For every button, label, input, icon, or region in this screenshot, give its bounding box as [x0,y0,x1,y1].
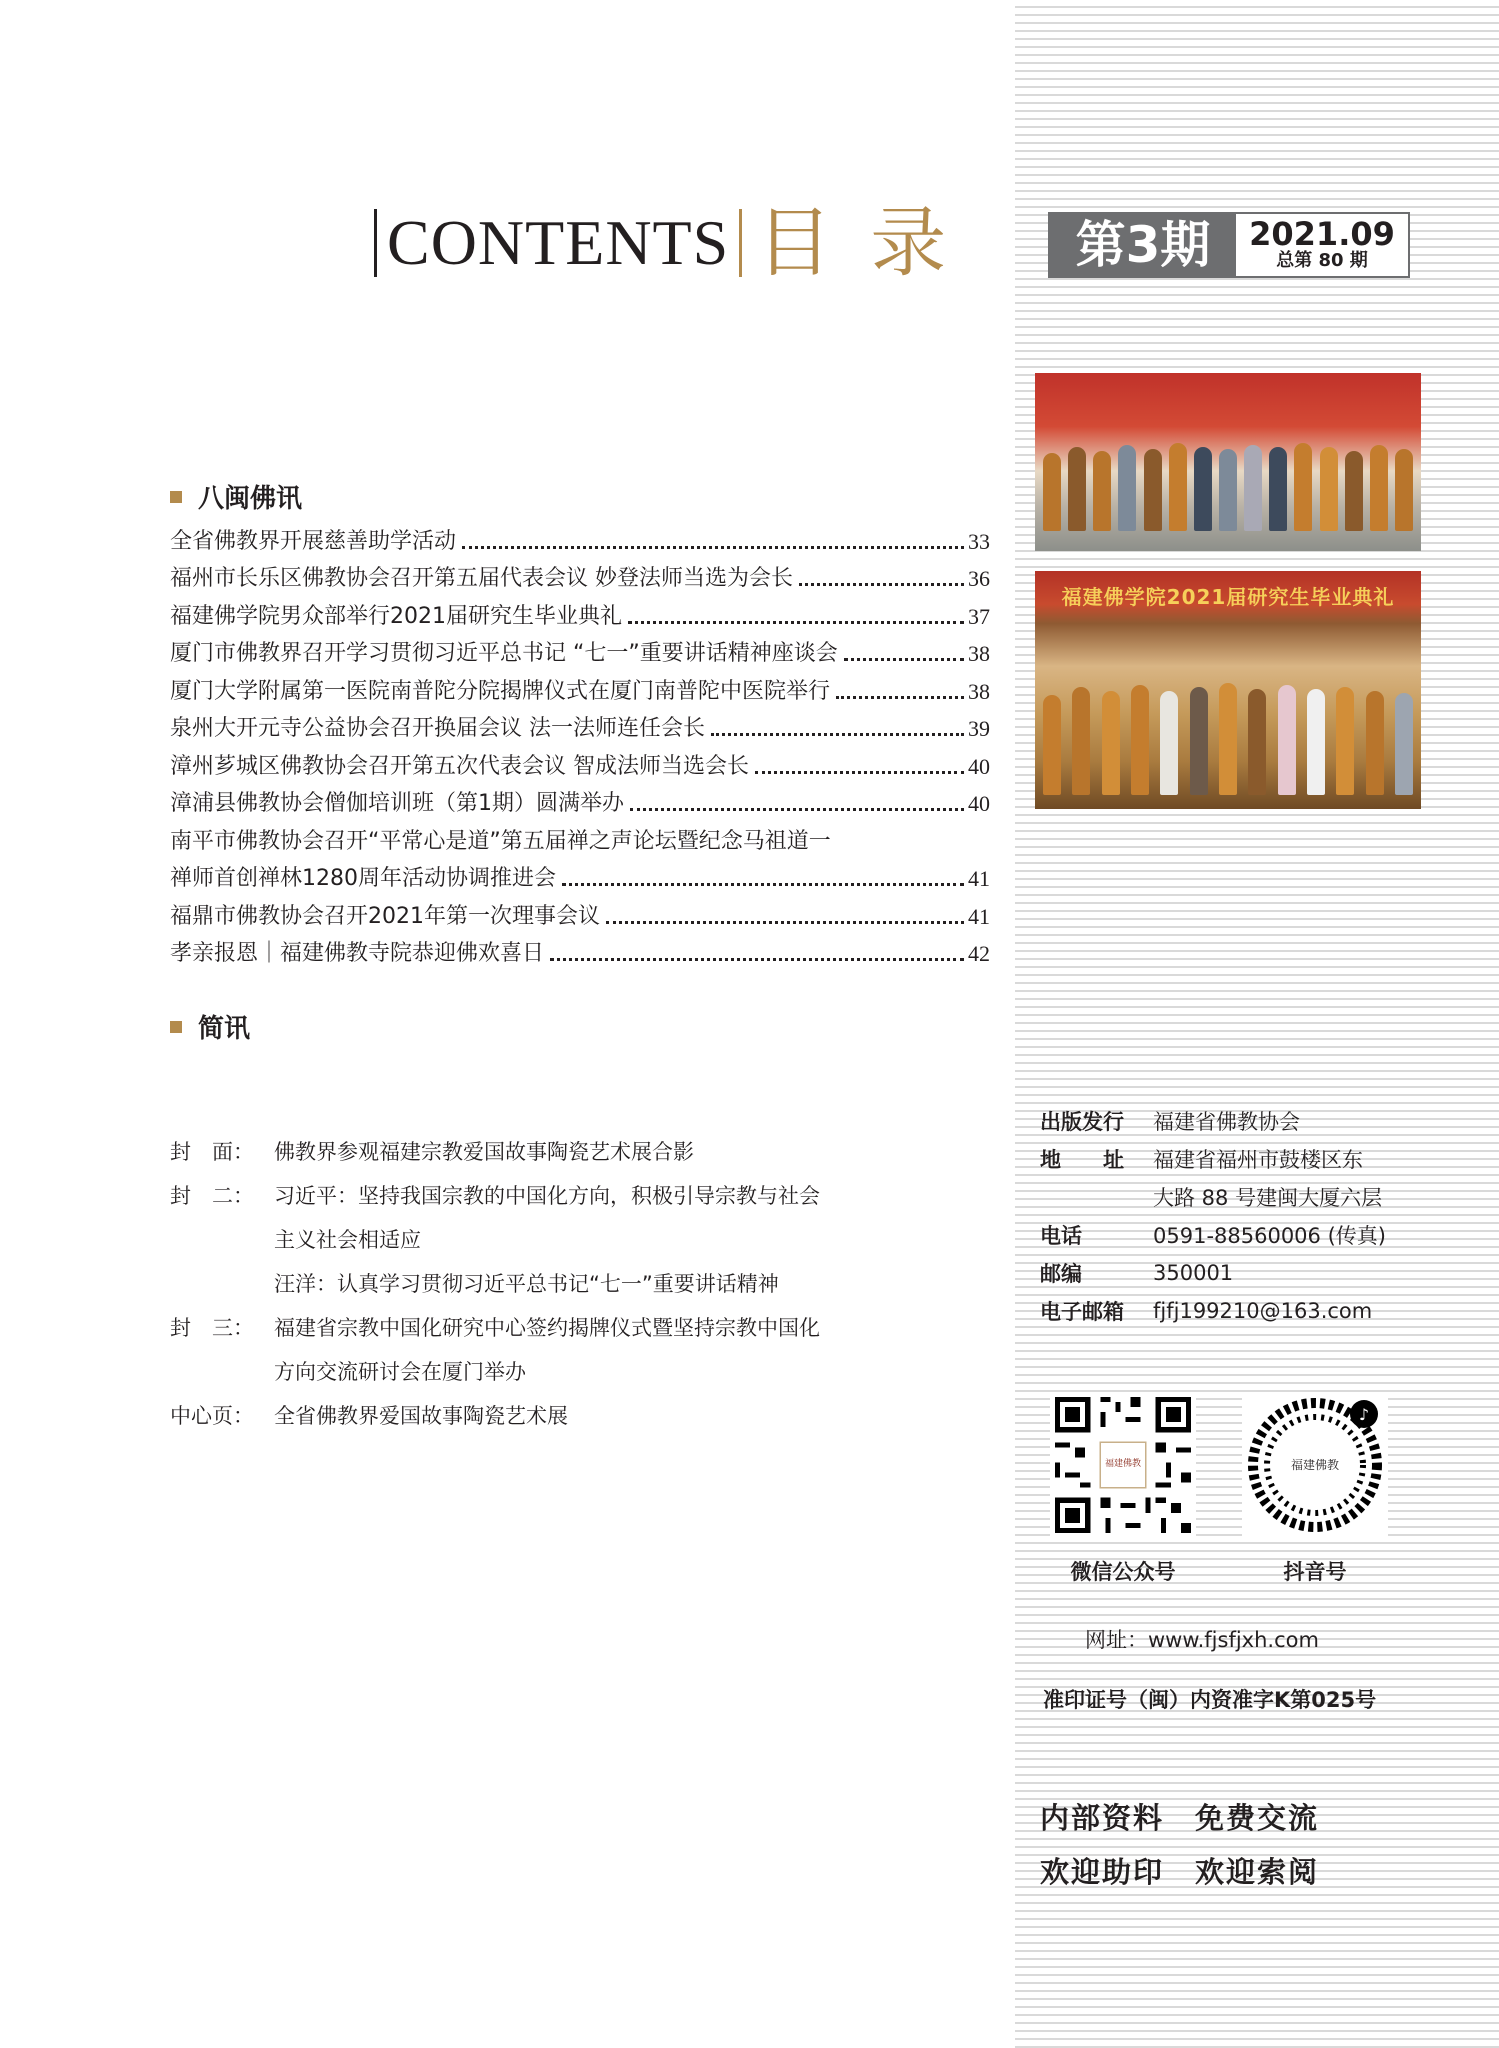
toc-entry-page: 41 [968,866,990,891]
publisher-label: 出版发行 [1040,1110,1124,1134]
address-row [1040,1140,1480,1178]
toc-entry-title: 福鼎市佛教协会召开2021年第一次理事会议 [170,903,600,929]
toc-entry-page: 33 [968,528,990,554]
slogan-line-1: 内部资料 免费交流 [1040,1801,1320,1835]
issue-meta [1236,214,1408,276]
toc-entry[interactable] [170,855,990,893]
note-label: 封 面： [170,1140,254,1164]
wechat-label: 微信公众号 [1070,1560,1176,1584]
toc-entry-title: 厦门市佛教界召开学习贯彻习近平总书记 “七一”重要讲话精神座谈会 [170,641,838,666]
toc-entry-title: 福建佛学院男众部举行2021届研究生毕业典礼 [170,603,622,629]
toc-leader-dots [562,883,964,886]
toc-leader-dots [550,958,964,961]
toc-entry-page: 42 [968,941,990,966]
toc-entry[interactable] [170,517,990,555]
publisher-row [1040,1102,1480,1140]
issue-date: 2021.09 [1249,215,1395,253]
toc-entry-page: 38 [968,641,990,666]
toc-leader-dots [630,808,964,811]
group-photo-exhibition [1035,373,1421,551]
toc-entry-page: 37 [968,603,990,629]
zip-value: 350001 [1153,1261,1234,1285]
crowd-figures [1043,441,1413,531]
toc-leader-dots [844,658,964,661]
note-label: 封 三： [170,1316,254,1340]
toc-entry-title: 南平市佛教协会召开“平常心是道”第五届禅之声论坛暨纪念马祖道一 [170,828,831,854]
issue-box [1048,212,1410,278]
print-permit: 准印证号（闽）内资准字K第025号 [1043,1688,1377,1712]
toc-entry-title: 泉州大开元寺公益协会召开换届会议 法一法师连任会长 [170,716,705,741]
photo-banner-text: 福建佛学院2021届研究生毕业典礼 [1061,585,1395,609]
douyin-qr-center-text: 福建佛教 [1290,1458,1339,1472]
toc-leader-dots [836,696,964,699]
section-square-icon [170,1021,182,1033]
note-text-cont: 主义社会相适应 [274,1228,421,1252]
phone-label: 电话 [1040,1224,1082,1248]
toc-entry-page: 39 [968,716,990,741]
note-text: 习近平：坚持我国宗教的中国化方向，积极引导宗教与社会 [274,1184,820,1208]
zip-label: 邮编 [1040,1262,1082,1286]
toc-entry[interactable] [170,817,990,855]
toc-leader-dots [606,921,964,924]
toc-entry[interactable] [170,892,990,930]
contents-title: CONTENTS [387,206,730,278]
toc-entry[interactable] [170,630,990,668]
mulu-title: 目录 [756,197,985,287]
note-text-cont: 汪洋：认真学习贯彻习近平总书记“七一”重要讲话精神 [274,1272,779,1296]
striped-sidebar-background [1015,0,1499,2048]
note-label: 中心页： [170,1404,254,1428]
toc-leader-dots [711,733,964,736]
section-title: 八闽佛讯 [198,484,303,514]
toc-entry-page: 38 [968,678,990,704]
toc-entry-title: 孝亲报恩｜福建佛教寺院恭迎佛欢喜日 [170,941,545,966]
crowd-figures [1043,675,1413,795]
slogan-line-2: 欢迎助印 欢迎索阅 [1040,1855,1320,1889]
note-cover [170,1130,1000,1174]
toc-leader-dots [462,546,964,549]
douyin-qr-code[interactable] [1242,1392,1388,1538]
note-center [170,1394,1000,1438]
toc-entry[interactable] [170,742,990,780]
section-square-icon [170,491,182,503]
note-label: 封 二： [170,1184,254,1208]
toc-entry-title: 厦门大学附属第一医院南普陀分院揭牌仪式在厦门南普陀中医院举行 [170,678,831,704]
toc-list [170,517,990,967]
toc-leader-dots [755,771,964,774]
cover-notes [170,1130,1000,1438]
toc-entry[interactable] [170,592,990,630]
phone-row [1040,1216,1480,1254]
wechat-qr-code[interactable] [1050,1392,1196,1538]
publisher-value: 福建省佛教协会 [1153,1110,1300,1134]
toc-entry-page: 40 [968,791,990,816]
toc-entry-title: 漳浦县佛教协会僧伽培训班（第1期）圆满举办 [170,791,624,816]
address-value-cont: 大路 88 号建闽大厦六层 [1153,1186,1383,1210]
note-text: 福建省宗教中国化研究中心签约揭牌仪式暨坚持宗教中国化 [274,1316,820,1340]
note-text: 全省佛教界爱国故事陶瓷艺术展 [274,1404,568,1428]
group-photo-graduation [1035,571,1421,809]
toc-entry-title: 禅师首创禅林1280周年活动协调推进会 [170,866,556,891]
address-label: 地 址 [1040,1148,1124,1172]
email-label: 电子邮箱 [1040,1300,1124,1324]
address-value: 福建省福州市鼓楼区东 [1153,1148,1363,1172]
note-cover3 [170,1306,1000,1350]
divider-bar-gold [739,209,742,277]
contents-header [374,197,985,287]
toc-entry-page: 40 [968,753,990,779]
toc-entry[interactable] [170,930,990,968]
section-heading-brief [170,1008,250,1045]
toc-entry[interactable] [170,667,990,705]
email-row [1040,1292,1480,1330]
section-heading-baminfo [170,478,302,515]
zip-row [1040,1254,1480,1292]
issue-total: 总第 80 期 [1276,250,1368,271]
publication-info [1040,1102,1480,1330]
divider-bar [374,209,377,277]
toc-entry[interactable] [170,705,990,743]
issue-number: 第3期 [1050,214,1236,276]
note-text: 佛教界参观福建宗教爱国故事陶瓷艺术展合影 [274,1140,694,1164]
email-value[interactable]: fjfj199210@163.com [1153,1299,1373,1323]
toc-entry-title: 福州市长乐区佛教协会召开第五届代表会议 妙登法师当选为会长 [170,566,793,591]
note-cover2 [170,1174,1000,1218]
toc-entry-page: 36 [968,566,990,591]
douyin-label: 抖音号 [1283,1560,1347,1584]
wechat-qr-center-text: 福建佛教 [1104,1459,1141,1469]
toc-entry-page: 41 [968,903,990,929]
section-title: 简讯 [198,1014,251,1044]
note-text-cont: 方向交流研讨会在厦门举办 [274,1360,526,1384]
toc-entry[interactable] [170,555,990,593]
toc-entry-title: 全省佛教界开展慈善助学活动 [170,528,457,554]
toc-entry[interactable] [170,780,990,818]
address-row-cont [1040,1178,1480,1216]
toc-leader-dots [628,621,964,624]
website-link[interactable]: 网址：www.fjsfjxh.com [1085,1628,1319,1652]
svg-text:♪: ♪ [1358,1405,1370,1424]
phone-value: 0591-88560006 (传真) [1153,1224,1386,1248]
toc-leader-dots [799,583,964,586]
toc-entry-title: 漳州芗城区佛教协会召开第五次代表会议 智成法师当选会长 [170,753,749,779]
